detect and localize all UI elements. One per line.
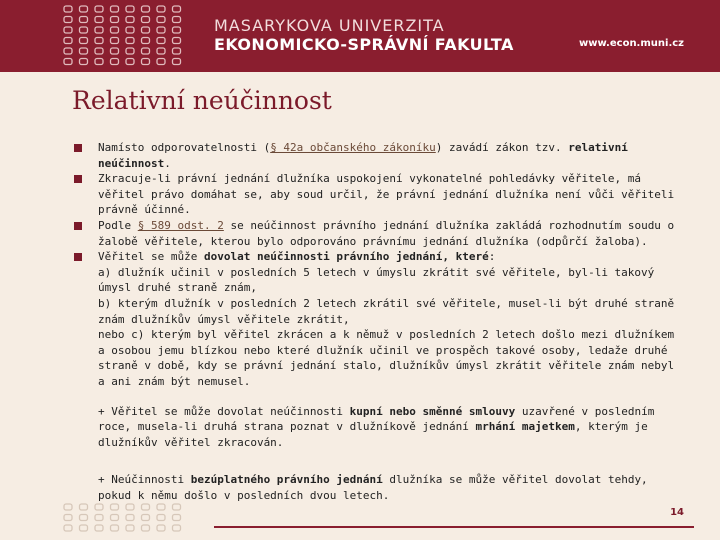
sub-item-a: a) dlužník učinil v posledních 5 letech v úmyslu zkrátit své věřitele, byl-li takový úmysl druhé straně znám,	[98, 265, 655, 295]
page-number: 14	[670, 507, 684, 518]
sub-item-b: b) kterým dlužník v posledních 2 letech zkrátil své věřitele, musel-li být druhé straně znám dlužníkův úmysl věřitele zkrátit,	[98, 296, 675, 326]
logo-dot	[173, 17, 181, 23]
logo-dot	[64, 27, 72, 33]
text-span: .	[164, 156, 171, 170]
square-bullet-icon	[74, 175, 82, 183]
logo-dot	[111, 38, 119, 44]
footer-dot-grid	[62, 502, 186, 534]
logo-dot	[157, 515, 165, 521]
bold-term: mrhání majetkem	[475, 420, 575, 434]
logo-dot	[157, 6, 165, 12]
law-link[interactable]: § 42a občanského zákoníku	[270, 141, 436, 154]
logo-dot	[95, 17, 103, 23]
text-span: se neúčinnost právního jednání dlužníka zakládá rozhodnutím soudu o žalobě věřitele, kterou bylo odporováno právnímu jednání dlužníka (odpůrčí žaloba).	[98, 218, 675, 248]
logo-dot	[95, 38, 103, 44]
logo-dot	[157, 59, 165, 65]
logo-dot	[64, 59, 72, 65]
logo-dot	[80, 38, 88, 44]
bullet-item-2	[72, 171, 682, 218]
logo-dot	[95, 27, 103, 33]
logo-dot	[95, 59, 103, 65]
logo-dot	[173, 59, 181, 65]
logo-dot	[157, 27, 165, 33]
logo-dot	[126, 59, 134, 65]
logo-dot	[80, 17, 88, 23]
faculty-name: EKONOMICKO-SPRÁVNÍ FAKULTA	[214, 35, 514, 54]
slide-content	[72, 140, 682, 503]
logo-dot	[95, 525, 103, 531]
website-link[interactable]: www.econ.muni.cz	[578, 38, 684, 49]
logo-dot	[64, 525, 72, 531]
logo-dot	[111, 17, 119, 23]
logo-dot	[126, 515, 134, 521]
logo-dot	[95, 6, 103, 12]
logo-dot	[173, 27, 181, 33]
logo-dot	[126, 38, 134, 44]
logo-dot	[64, 38, 72, 44]
logo-dot	[142, 59, 150, 65]
logo-dot	[126, 504, 134, 510]
law-link[interactable]: § 589 odst. 2	[137, 218, 224, 232]
logo-dot	[126, 48, 134, 54]
text-span: Namísto odporovatelnosti (	[98, 141, 271, 154]
footer-rule	[214, 526, 694, 528]
logo-dot	[157, 525, 165, 531]
logo-dot	[95, 504, 103, 510]
logo-dot	[126, 27, 134, 33]
logo-dot	[142, 27, 150, 33]
logo-dot	[80, 515, 88, 521]
logo-dot	[95, 515, 103, 521]
logo-dot	[173, 6, 181, 12]
text-span: + Věřitel se může dovolat neúčinnosti	[98, 404, 350, 418]
header-band	[0, 0, 720, 72]
logo-dot	[142, 515, 150, 521]
bullet-item-3	[72, 218, 682, 249]
text-span: dlužníka se může věřitel dovolat tehdy, pokud k němu došlo v posledních dvou letech.	[98, 473, 648, 502]
logo-dot-grid	[62, 4, 186, 68]
square-bullet-icon	[74, 222, 82, 230]
logo-dot	[95, 48, 103, 54]
bold-term: bezúplatného právního jednání	[190, 473, 383, 487]
logo-dot	[111, 525, 119, 531]
logo-dot	[126, 17, 134, 23]
logo-dot	[173, 515, 181, 521]
logo-dot	[142, 525, 150, 531]
logo-dot	[80, 48, 88, 54]
logo-dot	[111, 27, 119, 33]
bold-term: kupní nebo směnné smlouvy	[349, 404, 516, 418]
text-span: uzavřené v posledním roce, musela-li druhá strana poznat v dlužníkově jednání	[98, 404, 655, 434]
text-span: Zkracuje-li právní jednání dlužníka uspokojení vykonatelné pohledávky věřitele, má věřitel právo domáhat se, aby soud určil, že právní jednání dlužníka není vůči věřiteli právně účinné.	[98, 172, 675, 217]
logo-dot	[173, 38, 181, 44]
logo-dot	[142, 38, 150, 44]
logo-dot	[111, 6, 119, 12]
logo-dot	[64, 515, 72, 521]
logo-dot	[142, 17, 150, 23]
logo-dot	[80, 525, 88, 531]
text-span: :	[488, 250, 496, 264]
logo-dot	[173, 48, 181, 54]
logo-dot	[64, 48, 72, 54]
logo-dot	[157, 17, 165, 23]
square-bullet-icon	[74, 144, 82, 152]
text-span: , kterým je dlužníkův věřitel zkracován.	[98, 420, 648, 449]
logo-dot	[157, 38, 165, 44]
text-span: + Neúčinnosti	[98, 473, 191, 487]
sub-item-c: nebo c) kterým byl věřitel zkrácen a k němuž v posledních 2 letech došlo mezi dlužníkem a osobou jemu blízkou nebo které dlužník učinil ve prospěch takové osoby, ledaže druhé straně v době, kdy se právní jednání stalo, dlužníkův úmysl zkrátit věřitele znám nebyl a ani znám být nemusel.	[98, 328, 675, 388]
bold-term: relativní neúčinnost	[98, 141, 628, 170]
university-name: MASARYKOVA UNIVERZITA	[214, 16, 445, 35]
logo-dot	[64, 17, 72, 23]
logo-dot	[157, 504, 165, 510]
text-span: Věřitel se může	[98, 250, 204, 264]
text-span: Podle	[98, 218, 138, 232]
bullet-item-1	[72, 140, 682, 171]
logo-dot	[126, 525, 134, 531]
logo-dot	[111, 59, 119, 65]
logo-dot	[64, 6, 72, 12]
logo-dot	[142, 504, 150, 510]
logo-dot	[173, 504, 181, 510]
logo-dot	[80, 6, 88, 12]
square-bullet-icon	[74, 253, 82, 261]
bullet-item-4	[72, 249, 682, 265]
logo-dot	[142, 6, 150, 12]
logo-dot	[80, 27, 88, 33]
logo-dot	[173, 525, 181, 531]
logo-dot	[80, 504, 88, 510]
logo-dot	[111, 504, 119, 510]
text-span: ) zavádí zákon tzv.	[435, 141, 569, 154]
logo-dot	[111, 48, 119, 54]
paragraph-gratuitous-act	[72, 472, 682, 503]
logo-dot	[64, 504, 72, 510]
logo-dot	[111, 515, 119, 521]
slide-title: Relativní neúčinnost	[72, 86, 332, 115]
logo-dot	[126, 6, 134, 12]
bold-term: dovolat neúčinnosti právního jednání, které	[203, 250, 489, 264]
paragraph-purchase-contract	[72, 404, 682, 451]
logo-dot	[80, 59, 88, 65]
logo-dot	[157, 48, 165, 54]
logo-dot	[142, 48, 150, 54]
